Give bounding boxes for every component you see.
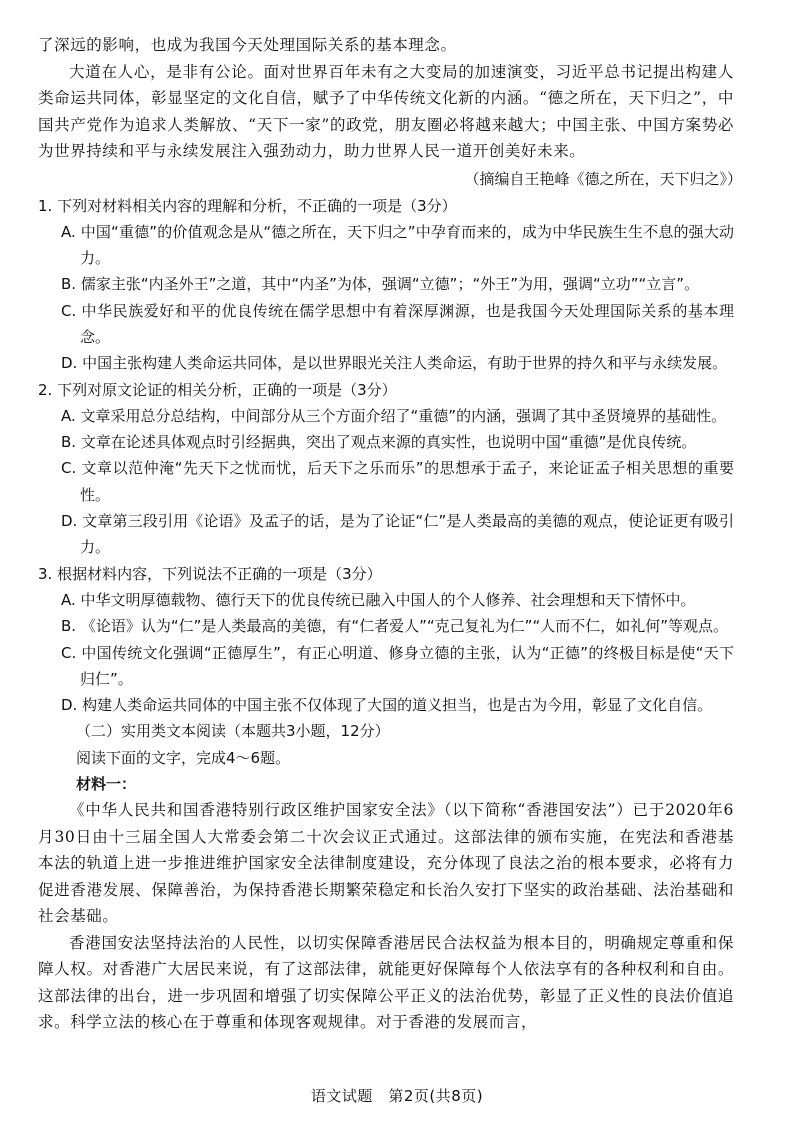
section-heading: （二）实用类文本阅读（本题共3小题，12分） [76, 722, 390, 741]
option-b: B. 文章在论述具体观点时引经据典，突出了观点来源的真实性，也说明中国“重德”是优良传统。 [61, 433, 697, 452]
option-d: D. 构建人类命运共同体的中国主张不仅体现了大国的道义担当，也是古为今用，彰显了文化自信。 [61, 696, 713, 715]
option-c: C. 中华民族爱好和平的优良传统在儒学思想中有着深厚渊源，也是我国今天处理国际关系的基本理念。 [61, 301, 734, 346]
passage-paragraph: 大道在人心，是非有公论。面对世界百年未有之大变局的加速演变，习近平总书记提出构建人类命运共同体，彰显坚定的文化自信，赋予了中华传统文化新的内涵。“德之所在，天下归之”，中国共产党作为追求人类解放、“天下一家”的政党，朋友圈必将越来越大；中国主张、中国方案势必为世界持续和平与永续发展注入强劲动力，助力世界人民一道开创美好未来。 [38, 62, 734, 160]
question-stem: 2. 下列对原文论证的相关分析，正确的一项是（3分） [38, 380, 397, 399]
question-1 [38, 193, 734, 377]
option-c: C. 文章以范仲淹“先天下之忧而忧，后天下之乐而乐”的思想承于孟子，来论证孟子相关思想的重要性。 [61, 459, 734, 504]
option-a: A. 文章采用总分总结构，中间部分从三个方面介绍了“重德”的内涵，强调了其中圣贤境界的基础性。 [61, 406, 727, 425]
option-a: A. 中国“重德”的价值观念是从“德之所在，天下归之”中孕育而来的，成为中华民族生生不息的强大动力。 [61, 222, 734, 268]
option-b: B. 《论语》认为“仁”是人类最高的美德，有“仁者爱人”“克己复礼为仁”“人而不仁，如礼何”等观点。 [61, 617, 728, 636]
section-instruction: 阅读下面的文字，完成4～6题。 [76, 748, 291, 767]
material-paragraph: 《中华人民共和国香港特别行政区维护国家安全法》（以下简称“香港国安法”）已于2020年6月30日由十三届全国人大常委会第二十次会议正式通过。这部法律的颁布实施，在宪法和香港基本法的轨道上进一步推进维护国家安全法律制度建设，充分体现了良法之治的根本要求，必将有力促进香港发展、保障善治，为保持香港长期繁荣稳定和长治久安打下坚实的政治基础、法治基础和社会基础。 [38, 801, 734, 926]
question-2 [38, 377, 734, 561]
material-paragraph: 香港国安法坚持法治的人民性，以切实保障香港居民合法权益为根本目的，明确规定尊重和保障人权。对香港广大居民来说，有了这部法律，就能更好保障每个人依法享有的各种权利和自由。这部法律的出台，进一步巩固和增强了切实保障公平正义的法治优势，彰显了正义性的良法价值追求。科学立法的核心在于尊重和体现客观规律。对于香港的发展而言， [38, 933, 734, 1032]
option-d: D. 中国主张构建人类命运共同体，是以世界眼光关注人类命运，有助于世界的持久和平与永续发展。 [61, 354, 728, 373]
option-b: B. 儒家主张“内圣外王”之道，其中“内圣”为体，强调“立德”；“外王”为用，强调“立功”“立言”。 [61, 275, 700, 294]
option-a: A. 中华文明厚德载物、德行天下的优良传统已融入中国人的个人修养、社会理想和天下情怀中。 [61, 590, 696, 609]
option-c: C. 中国传统文化强调“正德厚生”，有正心明道、修身立德的主张，认为“正德”的终极目标是使“天下归仁”。 [61, 643, 734, 688]
question-3 [38, 561, 734, 719]
question-stem: 3. 根据材料内容，下列说法不正确的一项是（3分） [38, 564, 382, 583]
question-stem: 1. 下列对材料相关内容的理解和分析，不正确的一项是（3分） [38, 196, 457, 215]
passage-paragraph: 了深远的影响，也成为我国今天处理国际关系的基本理念。 [38, 36, 457, 54]
passage-source: （摘编自王艳峰《德之所在，天下归之》） [464, 169, 742, 188]
option-d: D. 文章第三段引用《论语》及孟子的话，是为了论证“仁”是人类最高的美德的观点，使论证更有吸引力。 [61, 512, 734, 557]
material-title: 材料一： [76, 775, 137, 794]
page-footer: 语文试题 第2页(共8页) [310, 1087, 484, 1105]
